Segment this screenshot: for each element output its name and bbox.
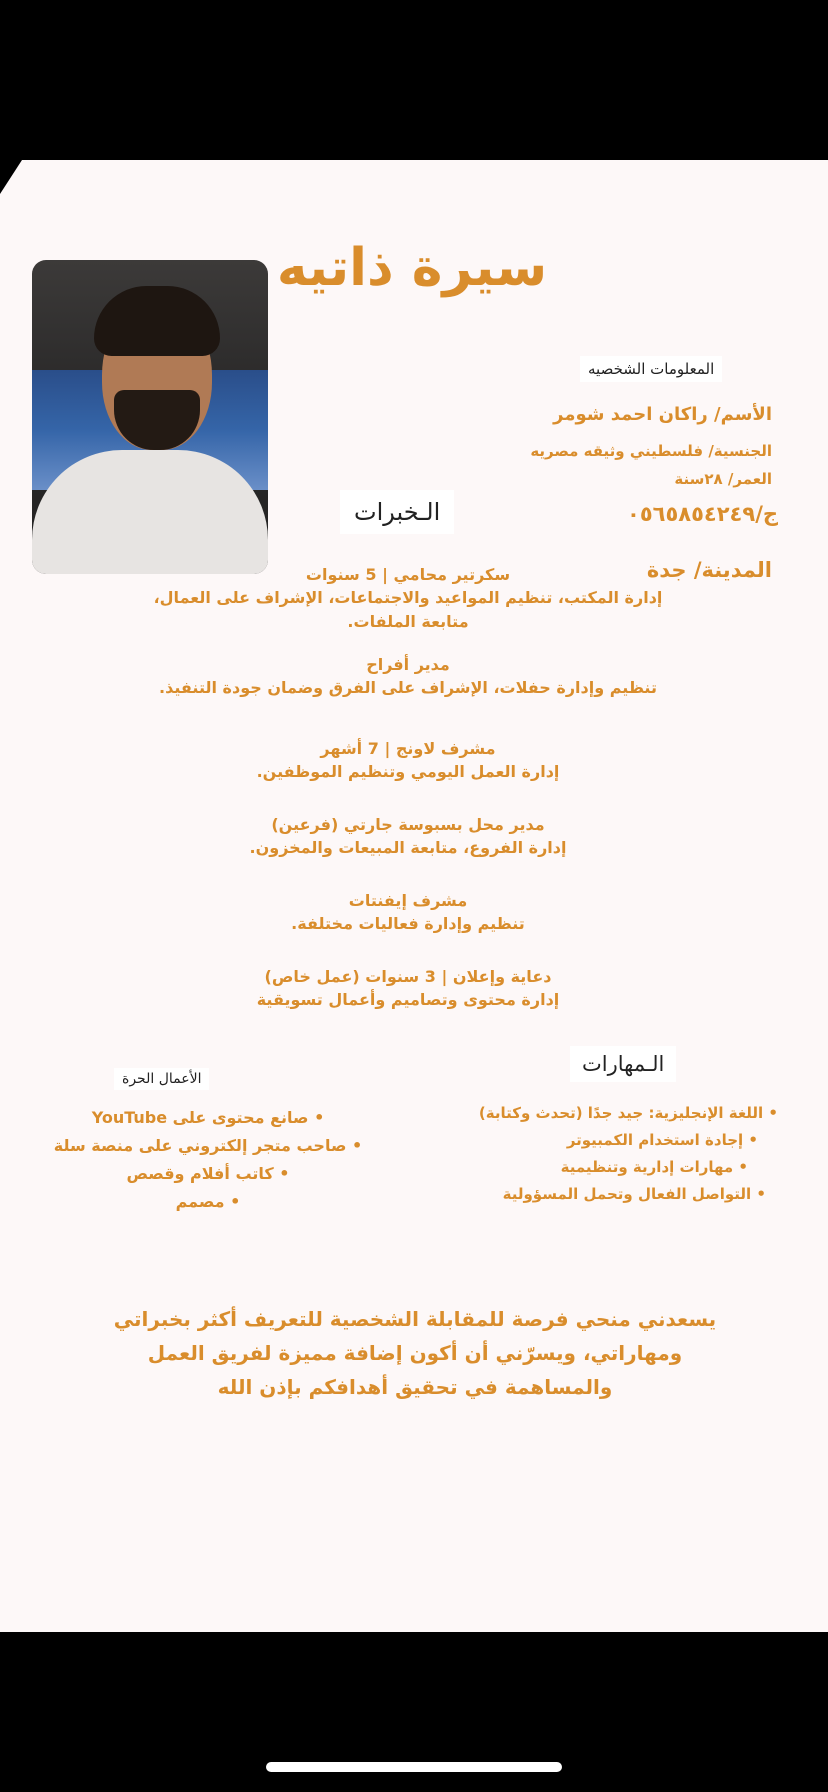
experience-item [128,890,688,936]
experience-title: مشرف إيفنتات [348,891,468,910]
profile-photo [32,260,268,574]
experience-desc: إدارة المكتب، تنظيم المواعيد والاجتماعات، الإشراف على العمال، متابعة الملفات. [153,588,663,631]
experience-item [128,814,688,860]
cv-title: سيرة ذاتيه [276,238,548,298]
experience-desc: إدارة الفروع، متابعة المبيعات والمخزون. [249,838,567,857]
personal-name: الأسم/ راكان احمد شومر [553,404,772,425]
photo-hair [94,286,220,356]
personal-nationality: الجنسية/ فلسطيني وثيقه مصريه [530,442,772,460]
experience-item [128,654,688,700]
section-skills-label: الـمهارات [570,1046,676,1082]
experience-title: مدير محل بسبوسة جارتي (فرعين) [271,815,545,834]
experience-title: مدير أفراح [366,655,450,674]
experience-title: دعاية وإعلان | 3 سنوات (عمل خاص) [264,967,552,986]
freelance-item: • صانع محتوى على YouTube [91,1108,325,1127]
cv-page [0,160,828,1632]
experience-item [128,564,688,634]
freelance-item: • صاحب متجر إلكتروني على منصة سلة [53,1136,363,1155]
skill-item: • التواصل الفعال وتحمل المسؤولية [502,1185,766,1203]
closing-statement: يسعدني منحي فرصة للمقابلة الشخصية للتعريف أكثر بخبراتي ومهاراتي، ويسرّني أن أكون إضافة مميزة لفريق العمل والمساهمة في تحقيق أهدافكم بإذن الله [113,1307,717,1399]
experience-item [128,738,688,784]
skill-item: • اللغة الإنجليزية: جيد جدًا (تحدث وكتابة) [478,1104,778,1122]
experience-desc: إدارة محتوى وتصاميم وأعمال تسويقية [256,990,560,1009]
freelance-list [8,1104,408,1216]
experience-desc: إدارة العمل اليومي وتنظيم الموظفين. [256,762,560,781]
page-corner-fold [0,160,22,194]
section-personal-label: المعلومات الشخصيه [580,356,722,382]
experience-title: مشرف لاونج | 7 أشهر [320,739,496,758]
section-experience-label: الـخبرات [340,490,454,534]
freelance-item: • مصمم [175,1192,241,1211]
section-freelance-label: الأعمال الحرة [114,1068,209,1090]
skills-list [418,1100,778,1208]
experience-desc: تنظيم وإدارة حفلات، الإشراف على الفرق وضمان جودة التنفيذ. [159,678,657,697]
skill-item: • إجادة استخدام الكمبيوتر [566,1131,758,1149]
experience-desc: تنظيم وإدارة فعاليات مختلفة. [291,914,525,933]
photo-shirt [32,450,268,574]
personal-phone: ج/٠٥٦٥٨٥٤٢٤٩ [627,502,778,526]
experience-title: سكرتير محامي | 5 سنوات [305,565,511,584]
home-indicator[interactable] [266,1762,562,1772]
experience-item [128,966,688,1012]
personal-age: العمر/ ٢٨سنة [674,470,772,488]
freelance-item: • كاتب أفلام وقصص [126,1164,290,1183]
personal-city: المدينة/ جدة [646,558,772,582]
skill-item: • مهارات إدارية وتنظيمية [560,1158,748,1176]
